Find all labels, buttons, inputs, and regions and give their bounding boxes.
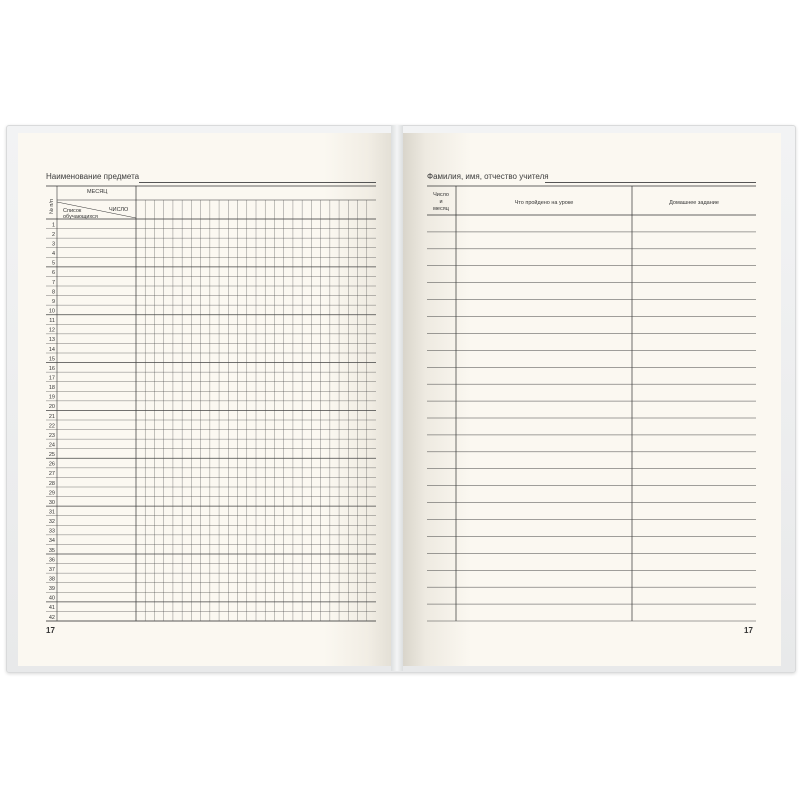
row-number: 10 bbox=[48, 308, 55, 315]
date-header-line2: и bbox=[439, 199, 443, 205]
row-number: 21 bbox=[48, 413, 55, 420]
day-label: ЧИСЛО bbox=[109, 207, 129, 213]
students-label-line1: Список bbox=[63, 208, 82, 214]
row-number: 35 bbox=[48, 547, 55, 554]
left-page-number: 17 bbox=[46, 626, 55, 635]
row-number: 33 bbox=[48, 528, 55, 535]
row-number: 28 bbox=[48, 480, 55, 487]
row-number: 22 bbox=[48, 423, 55, 430]
row-number: 30 bbox=[48, 499, 55, 506]
row-number: 26 bbox=[48, 461, 55, 468]
subject-label: Наименование предмета bbox=[46, 172, 140, 181]
row-number: 39 bbox=[48, 586, 55, 593]
row-number: 6 bbox=[51, 270, 55, 277]
row-number: 2 bbox=[51, 231, 55, 238]
row-number: 11 bbox=[49, 318, 55, 325]
row-number: 14 bbox=[48, 346, 55, 353]
date-header-line1: Число bbox=[433, 192, 449, 198]
row-number: 40 bbox=[48, 595, 55, 602]
row-number: 18 bbox=[48, 385, 55, 392]
teacher-label: Фамилия, имя, отчество учителя bbox=[427, 172, 549, 181]
row-number: 32 bbox=[48, 519, 55, 526]
row-number: 9 bbox=[51, 298, 55, 305]
row-number: 7 bbox=[51, 279, 55, 286]
row-number: 19 bbox=[48, 394, 55, 401]
lesson-header: Что пройдено на уроке bbox=[514, 200, 574, 206]
row-number: 17 bbox=[48, 375, 55, 382]
row-number: 37 bbox=[48, 566, 55, 573]
row-number: 16 bbox=[48, 365, 55, 372]
row-number: 34 bbox=[48, 538, 55, 545]
row-number: 20 bbox=[48, 404, 55, 411]
month-label: МЕСЯЦ bbox=[87, 189, 108, 195]
date-header-line3: месяц bbox=[433, 206, 449, 212]
row-number: 23 bbox=[48, 432, 55, 439]
row-number: 27 bbox=[48, 471, 55, 478]
students-label-line2: обучающихся bbox=[63, 214, 98, 220]
row-number: 8 bbox=[51, 289, 55, 296]
row-number: 1 bbox=[51, 222, 55, 229]
row-number: 42 bbox=[48, 614, 55, 621]
homework-header: Домашнее задание bbox=[669, 200, 719, 206]
row-number: 4 bbox=[51, 251, 55, 258]
row-number: 25 bbox=[48, 452, 55, 459]
row-number: 36 bbox=[48, 557, 55, 564]
row-number: 15 bbox=[48, 356, 55, 363]
row-number: 41 bbox=[48, 605, 55, 612]
row-number-label: № п/п bbox=[49, 199, 55, 214]
row-number: 3 bbox=[51, 241, 55, 248]
row-number: 5 bbox=[51, 260, 55, 267]
row-number: 38 bbox=[48, 576, 55, 583]
row-number: 24 bbox=[48, 442, 55, 449]
row-number: 12 bbox=[48, 327, 55, 334]
row-number: 13 bbox=[48, 337, 55, 344]
row-number: 31 bbox=[48, 509, 55, 516]
row-number: 29 bbox=[48, 490, 55, 497]
right-page-number: 17 bbox=[744, 626, 753, 635]
